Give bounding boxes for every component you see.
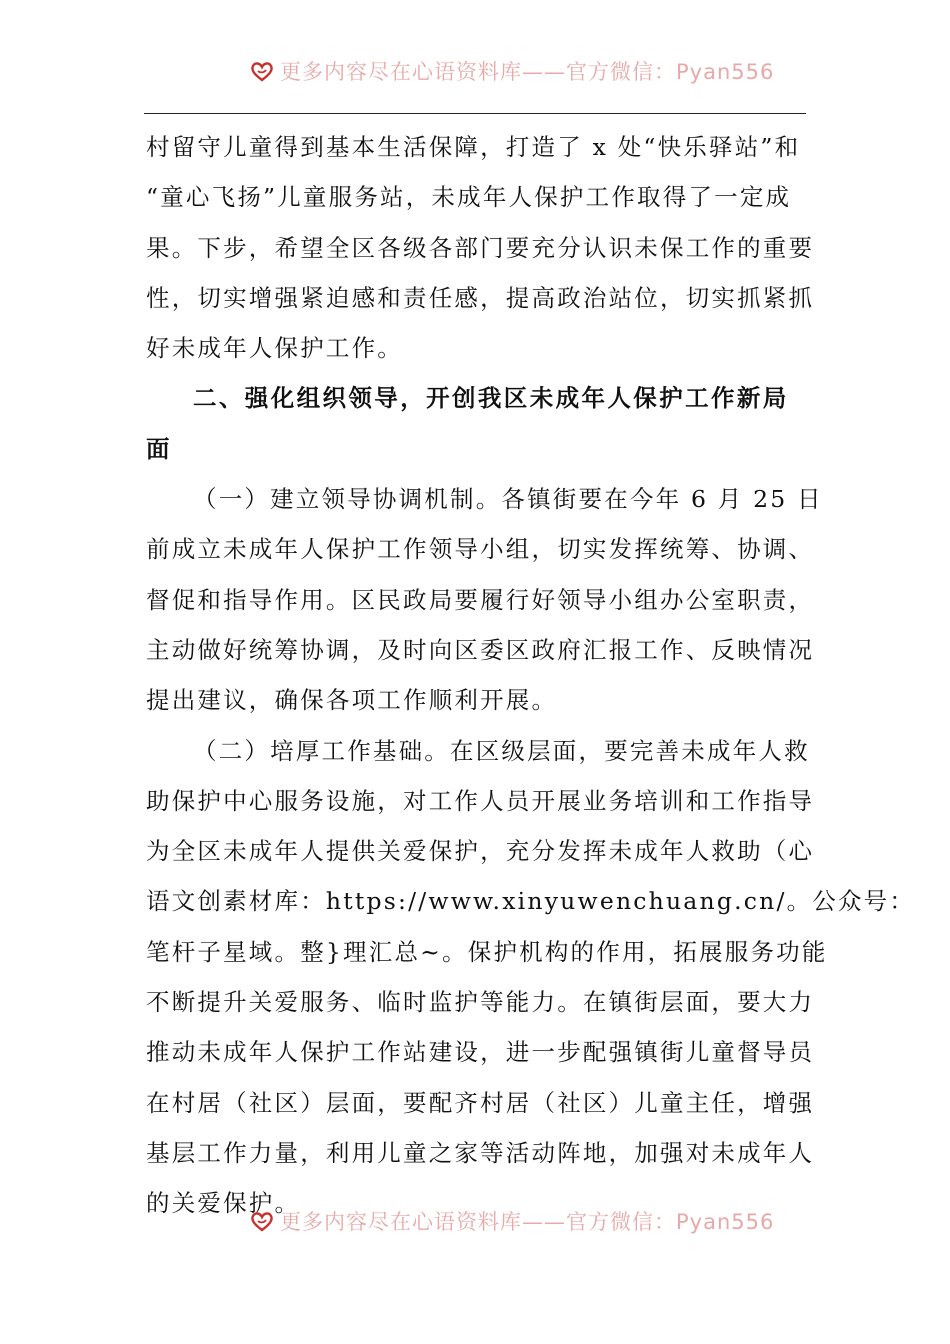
footer-watermark [250, 1206, 775, 1236]
text-line: 果。下步，希望全区各级各部门要充分认识未保工作的重要 [146, 233, 815, 262]
paragraph-2-line: 助保护中心服务设施，对工作人员开展业务培训和工作指导 [146, 786, 815, 815]
heart-logo-icon [250, 59, 274, 83]
section-heading-cont: 面 [146, 434, 172, 463]
paragraph-2-line: 不断提升关爱服务、临时监护等能力。在镇街层面，要大力 [146, 988, 815, 1017]
footer-watermark-text: 更多内容尽在心语资料库——官方微信：Pyan556 [280, 1210, 775, 1234]
paragraph-2-line: 的关爱保护。 [146, 1189, 301, 1218]
paragraph-2-line: 推动未成年人保护工作站建设，进一步配强镇街儿童督导员 [146, 1038, 815, 1067]
text-line: 好未成年人保护工作。 [146, 334, 403, 363]
paragraph-2-line: 基层工作力量，利用儿童之家等活动阵地，加强对未成年人 [146, 1138, 815, 1167]
text-line: 性，切实增强紧迫感和责任感，提高政治站位，切实抓紧抓 [146, 283, 815, 312]
paragraph-2-line: 为全区未成年人提供关爱保护，充分发挥未成年人救助（心 [146, 837, 815, 866]
header-divider [144, 113, 806, 114]
text-line: 村留守儿童得到基本生活保障，打造了 x 处“快乐驿站”和 [146, 133, 801, 161]
paragraph-2-line: （二）培厚工作基础。在区级层面，要完善未成年人救 [193, 736, 810, 765]
document-body [146, 122, 916, 1229]
paragraph-1-line: 前成立未成年人保护工作领导小组，切实发挥统筹、协调、 [146, 535, 815, 564]
paragraph-2-line: 语文创素材库：https://www.xinyuwenchuang.cn/。公众号： [146, 887, 916, 916]
paragraph-2-line: 在村居（社区）层面，要配齐村居（社区）儿童主任，增强 [146, 1088, 815, 1117]
text-line: “童心飞扬”儿童服务站，未成年人保护工作取得了一定成 [146, 183, 792, 212]
section-heading: 二、强化组织领导，开创我区未成年人保护工作新局 [193, 384, 789, 413]
header-watermark [250, 56, 775, 86]
paragraph-1-line: 督促和指导作用。区民政局要履行好领导小组办公室职责， [146, 585, 815, 614]
header-watermark-text: 更多内容尽在心语资料库——官方微信：Pyan556 [280, 60, 775, 84]
heart-logo-icon [250, 1209, 274, 1233]
paragraph-2-line: 笔杆子星域。整}理汇总~。保护机构的作用，拓展服务功能 [146, 937, 828, 966]
paragraph-1-line: （一）建立领导协调机制。各镇街要在今年 6 月 25 日 [193, 485, 823, 514]
paragraph-1-line: 提出建议，确保各项工作顺利开展。 [146, 686, 558, 715]
paragraph-1-line: 主动做好统筹协调，及时向区委区政府汇报工作、反映情况 [146, 635, 815, 664]
